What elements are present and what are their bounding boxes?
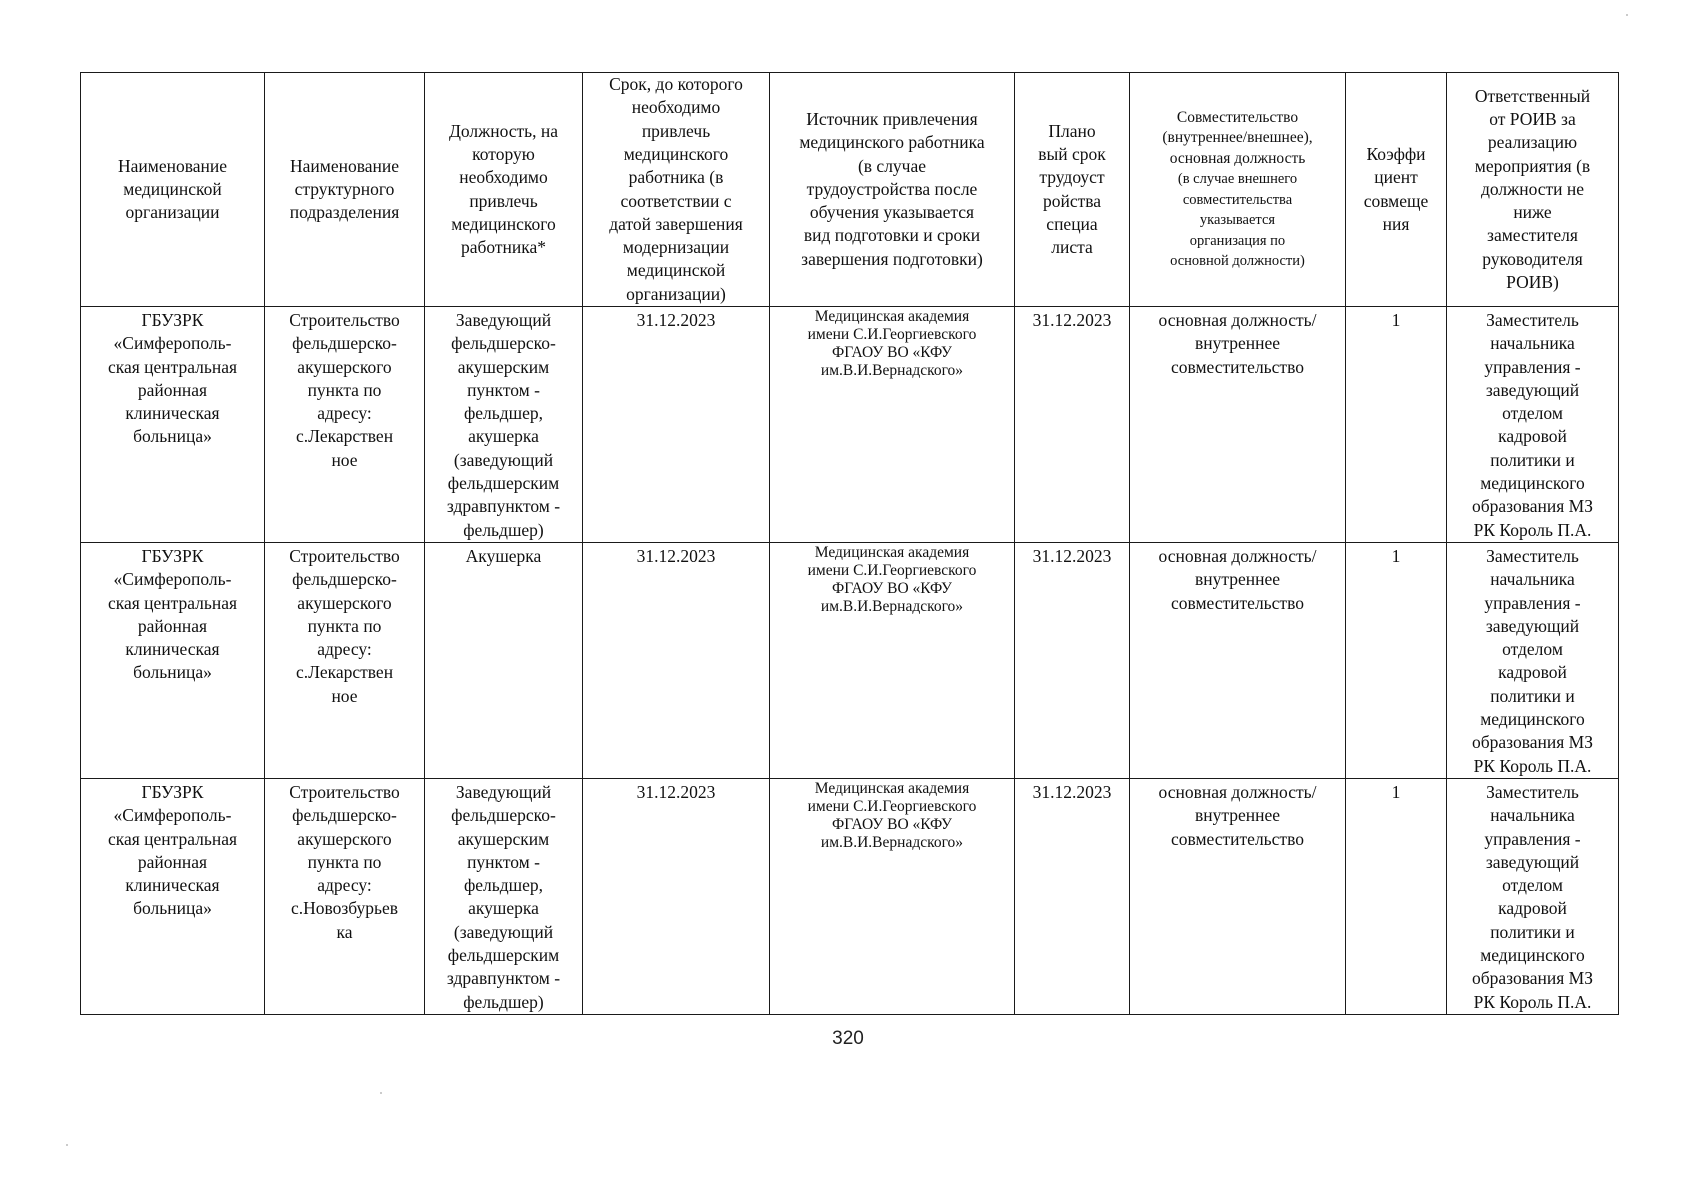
cell-planned: 31.12.2023 — [1015, 542, 1130, 778]
cell-deadline: 31.12.2023 — [583, 778, 770, 1014]
header-position: Должность, на которую необходимо привлечь медицинского работника* — [425, 73, 583, 307]
header-combination — [1130, 73, 1346, 307]
header-org: Наименование медицинской организации — [81, 73, 265, 307]
cell-unit: Строительство фельдшерско- акушерского пункта по адресу: с.Лекарствен ное — [265, 542, 425, 778]
cell-source: Медицинская академия имени С.И.Георгиевского ФГАОУ ВО «КФУ им.В.И.Вернадского» — [770, 307, 1015, 543]
cell-position: Заведующий фельдшерско- акушерским пунктом - фельдшер, акушерка (заведующий фельдшерским здравпунктом - фельдшер) — [425, 307, 583, 543]
scan-speck — [1626, 14, 1628, 16]
header-combination-sub: (в случае внешнего совместительства указывается организация по основной должности) — [1170, 171, 1305, 269]
header-responsible: Ответственный от РОИВ за реализацию мероприятия (в должности не ниже заместителя руководителя РОИВ) — [1447, 73, 1619, 307]
cell-unit: Строительство фельдшерско- акушерского пункта по адресу: с.Лекарствен ное — [265, 307, 425, 543]
scan-speck — [66, 1144, 68, 1146]
cell-combination: основная должность/ внутреннее совместительство — [1130, 307, 1346, 543]
table-row — [81, 778, 1619, 1014]
scan-speck — [380, 1092, 382, 1094]
cell-unit: Строительство фельдшерско- акушерского пункта по адресу: с.Новозбурьев ка — [265, 778, 425, 1014]
cell-combination: основная должность/ внутреннее совместительство — [1130, 778, 1346, 1014]
cell-org: ГБУЗРК «Симферополь- ская центральная районная клиническая больница» — [81, 307, 265, 543]
header-coef: Коэффи циент совмеще ния — [1346, 73, 1447, 307]
header-planned: Плано вый срок трудоуст ройства специа листа — [1015, 73, 1130, 307]
table-header-row — [81, 73, 1619, 307]
cell-position: Заведующий фельдшерско- акушерским пунктом - фельдшер, акушерка (заведующий фельдшерским здравпунктом - фельдшер) — [425, 778, 583, 1014]
cell-org: ГБУЗРК «Симферополь- ская центральная районная клиническая больница» — [81, 778, 265, 1014]
header-unit: Наименование структурного подразделения — [265, 73, 425, 307]
cell-deadline: 31.12.2023 — [583, 542, 770, 778]
cell-coef: 1 — [1346, 778, 1447, 1014]
header-source: Источник привлечения медицинского работника (в случае трудоустройства после обучения указывается вид подготовки и сроки завершения подготовки) — [770, 73, 1015, 307]
cell-responsible: Заместитель начальника управления - заведующий отделом кадровой политики и медицинского образования МЗ РК Король П.А. — [1447, 778, 1619, 1014]
cell-coef: 1 — [1346, 542, 1447, 778]
cell-coef: 1 — [1346, 307, 1447, 543]
cell-combination: основная должность/ внутреннее совместительство — [1130, 542, 1346, 778]
cell-source: Медицинская академия имени С.И.Георгиевского ФГАОУ ВО «КФУ им.В.И.Вернадского» — [770, 778, 1015, 1014]
cell-source: Медицинская академия имени С.И.Георгиевского ФГАОУ ВО «КФУ им.В.И.Вернадского» — [770, 542, 1015, 778]
table-row — [81, 307, 1619, 543]
cell-deadline: 31.12.2023 — [583, 307, 770, 543]
table-row — [81, 542, 1619, 778]
cell-planned: 31.12.2023 — [1015, 307, 1130, 543]
staffing-table — [80, 72, 1619, 1015]
header-combination-main: Совместительство (внутреннее/внешнее), основная должность — [1162, 108, 1313, 167]
header-deadline: Срок, до которого необходимо привлечь медицинского работника (в соответствии с датой завершения модернизации медицинской организации) — [583, 73, 770, 307]
cell-responsible: Заместитель начальника управления - заведующий отделом кадровой политики и медицинского образования МЗ РК Король П.А. — [1447, 307, 1619, 543]
cell-position: Акушерка — [425, 542, 583, 778]
cell-planned: 31.12.2023 — [1015, 778, 1130, 1014]
cell-responsible: Заместитель начальника управления - заведующий отделом кадровой политики и медицинского образования МЗ РК Король П.А. — [1447, 542, 1619, 778]
page-number: 320 — [832, 1028, 864, 1049]
cell-org: ГБУЗРК «Симферополь- ская центральная районная клиническая больница» — [81, 542, 265, 778]
